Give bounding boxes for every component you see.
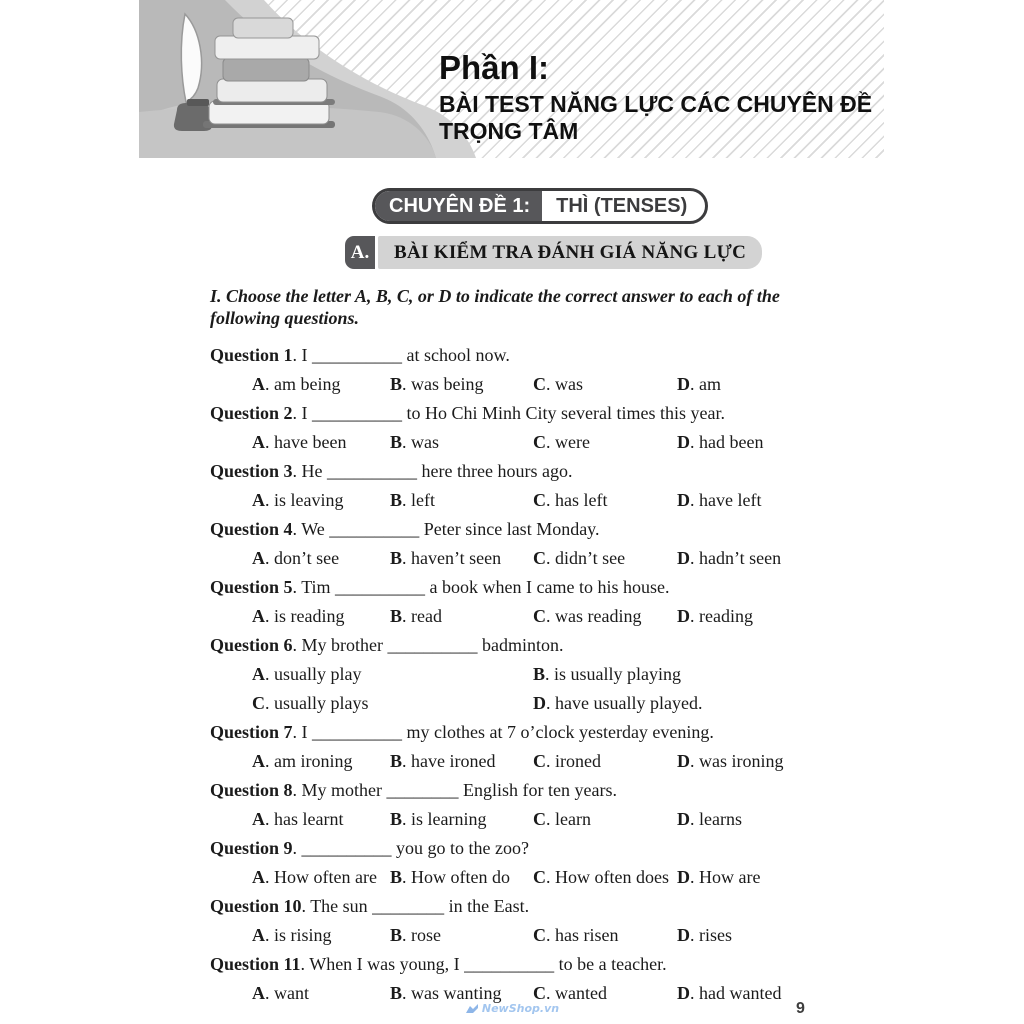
option-letter: A [252,925,265,945]
question-block [210,950,814,1008]
option-letter: C [533,548,546,568]
option-letter: B [390,809,403,829]
question-label: Question 11 [210,954,301,974]
option-text: . rises [690,925,732,945]
option-C [252,689,533,718]
option-D [677,863,814,892]
option-text: . How are [690,867,761,887]
question-block [210,718,814,776]
option-letter: C [533,490,546,510]
part-label: Phần I: [439,49,550,86]
option-letter: B [390,983,403,1003]
options-row [210,370,814,399]
option-D [677,602,814,631]
option-B [390,602,533,631]
option-text: . want [265,983,309,1003]
option-letter: D [677,548,690,568]
option-text: . didn’t see [546,548,626,568]
option-C [533,602,677,631]
instruction-text: I. Choose the letter A, B, C, or D to indicate the correct answer to each of the following questions. [210,286,780,328]
option-B [390,370,533,399]
option-letter: C [533,432,546,452]
option-B [390,747,533,776]
option-text: . was wanting [402,983,502,1003]
question-line [210,718,814,747]
section-letter: A. [345,236,375,269]
option-letter: A [252,867,265,887]
option-letter: C [533,867,546,887]
option-text: . hadn’t seen [690,548,782,568]
option-A [252,805,390,834]
option-text: . were [546,432,590,452]
option-letter: A [252,809,265,829]
part-title: BÀI TEST NĂNG LỰC CÁC CHUYÊN ĐỀ TRỌNG TÂM [439,91,873,144]
option-letter: C [533,925,546,945]
options-row [210,863,814,892]
option-C [533,921,677,950]
question-text: . I __________ my clothes at 7 o’clock yesterday evening. [292,722,714,742]
option-B [390,428,533,457]
option-text: . rose [402,925,442,945]
option-text: . How often does [546,867,669,887]
question-label: Question 7 [210,722,293,742]
question-text: . I __________ at school now. [292,345,510,365]
banner-text [439,50,879,145]
option-letter: B [390,751,403,771]
option-letter: D [677,867,690,887]
option-B [390,921,533,950]
question-label: Question 9 [210,838,293,858]
option-letter: A [252,751,265,771]
option-text: . read [402,606,442,626]
options-row [210,486,814,515]
option-text: . is leaving [265,490,344,510]
question-block [210,457,814,515]
option-text: . How often are [265,867,377,887]
option-letter: A [252,490,265,510]
option-text: . haven’t seen [402,548,502,568]
option-C [533,805,677,834]
option-letter: C [533,983,546,1003]
option-letter: C [252,693,265,713]
option-C [533,370,677,399]
question-line [210,631,814,660]
option-letter: A [252,548,265,568]
option-A [252,428,390,457]
option-text: . don’t see [265,548,340,568]
options-row [210,428,814,457]
option-text: . learn [546,809,591,829]
option-letter: A [252,606,265,626]
option-text: . was being [402,374,484,394]
option-letter: D [533,693,546,713]
question-line [210,950,814,979]
topic-title: THÌ (TENSES) [556,194,688,217]
option-text: . am ironing [265,751,353,771]
option-letter: B [390,606,403,626]
options-row [210,805,814,834]
option-text: . was reading [546,606,642,626]
option-A [252,863,390,892]
option-C [533,428,677,457]
options-row [210,921,814,950]
question-line [210,341,814,370]
option-letter: B [533,664,546,684]
option-D [677,370,814,399]
newshop-logo-icon [465,1003,479,1015]
option-text: . had wanted [690,983,782,1003]
option-text: . is learning [402,809,487,829]
option-D [677,805,814,834]
question-line [210,892,814,921]
option-A [252,370,390,399]
option-text: . am [690,374,721,394]
options-row [210,602,814,631]
question-text: . When I was young, I __________ to be a teacher. [300,954,667,974]
option-text: . have usually played. [546,693,703,713]
option-letter: B [390,432,403,452]
option-letter: D [677,490,690,510]
option-text: . has learnt [265,809,344,829]
option-D [677,428,814,457]
option-C [533,863,677,892]
option-letter: C [533,606,546,626]
question-label: Question 8 [210,780,293,800]
option-letter: B [390,548,403,568]
question-line [210,515,814,544]
option-A [252,602,390,631]
option-C [533,486,677,515]
question-text: . We __________ Peter since last Monday. [292,519,600,539]
section-heading [345,236,762,269]
option-text: . have been [265,432,347,452]
question-text: . I __________ to Ho Chi Minh City several times this year. [292,403,725,423]
option-text: . am being [265,374,341,394]
option-text: . left [402,490,436,510]
option-text: . How often do [402,867,510,887]
option-A [252,486,390,515]
option-text: . has left [546,490,608,510]
question-label: Question 4 [210,519,293,539]
question-block [210,399,814,457]
options-row [210,747,814,776]
option-letter: C [533,751,546,771]
question-block [210,834,814,892]
option-letter: D [677,606,690,626]
option-D [677,486,814,515]
content-area [210,286,814,1008]
question-block [210,776,814,834]
option-letter: B [390,925,403,945]
option-letter: B [390,490,403,510]
option-text: . reading [690,606,753,626]
watermark [0,1002,1024,1015]
question-text: . My brother __________ badminton. [292,635,564,655]
option-text: . is usually playing [545,664,682,684]
option-letter: D [677,809,690,829]
option-text: . was [546,374,583,394]
question-label: Question 6 [210,635,293,655]
question-text: . My mother ________ English for ten years. [292,780,617,800]
question-text: . __________ you go to the zoo? [292,838,529,858]
option-C [533,544,677,573]
question-block [210,515,814,573]
section-title: BÀI KIỂM TRA ĐÁNH GIÁ NĂNG LỰC [378,236,762,269]
option-letter: A [252,983,265,1003]
option-D [677,921,814,950]
option-B [533,660,814,689]
question-text: . The sun ________ in the East. [301,896,530,916]
option-letter: D [677,432,690,452]
options-row [210,660,814,718]
option-text: . was ironing [690,751,784,771]
question-block [210,631,814,718]
option-text: . ironed [546,751,601,771]
option-text: . is rising [265,925,332,945]
question-line [210,457,814,486]
option-letter: C [533,374,546,394]
option-A [252,660,533,689]
option-letter: D [677,925,690,945]
option-letter: D [677,983,690,1003]
question-label: Question 3 [210,461,293,481]
option-text: . is reading [265,606,345,626]
option-text: . have left [690,490,762,510]
question-block [210,573,814,631]
option-A [252,921,390,950]
page-number: 9 [796,1000,805,1017]
option-letter: B [390,867,403,887]
option-letter: D [677,374,690,394]
question-line [210,573,814,602]
option-letter: A [252,374,265,394]
question-label: Question 5 [210,577,293,597]
option-C [533,747,677,776]
option-letter: C [533,809,546,829]
chapter-banner [139,0,884,158]
option-D [677,747,814,776]
option-text: . usually plays [265,693,369,713]
options-row [210,544,814,573]
option-text: . usually play [265,664,362,684]
option-A [252,747,390,776]
watermark-text: NewShop.vn [481,1002,560,1015]
question-text: . Tim __________ a book when I came to his house. [292,577,670,597]
option-B [390,544,533,573]
option-letter: B [390,374,403,394]
question-block [210,341,814,399]
option-B [390,863,533,892]
option-text: . has risen [546,925,619,945]
option-text: . learns [690,809,742,829]
option-B [390,805,533,834]
option-B [390,486,533,515]
option-D [677,544,814,573]
question-line [210,776,814,805]
topic-badge: CHUYÊN ĐỀ 1: [375,191,542,221]
questions-list [210,341,814,1008]
option-D [533,689,814,718]
question-line [210,399,814,428]
question-label: Question 2 [210,403,293,423]
option-letter: A [252,664,265,684]
question-label: Question 10 [210,896,302,916]
question-text: . He __________ here three hours ago. [292,461,573,481]
option-text: . have ironed [402,751,496,771]
question-block [210,892,814,950]
option-text: . was [402,432,440,452]
option-A [252,544,390,573]
question-line [210,834,814,863]
option-text: . had been [690,432,764,452]
option-text: . wanted [546,983,607,1003]
option-letter: D [677,751,690,771]
question-label: Question 1 [210,345,293,365]
topic-pill [372,188,708,224]
option-letter: A [252,432,265,452]
